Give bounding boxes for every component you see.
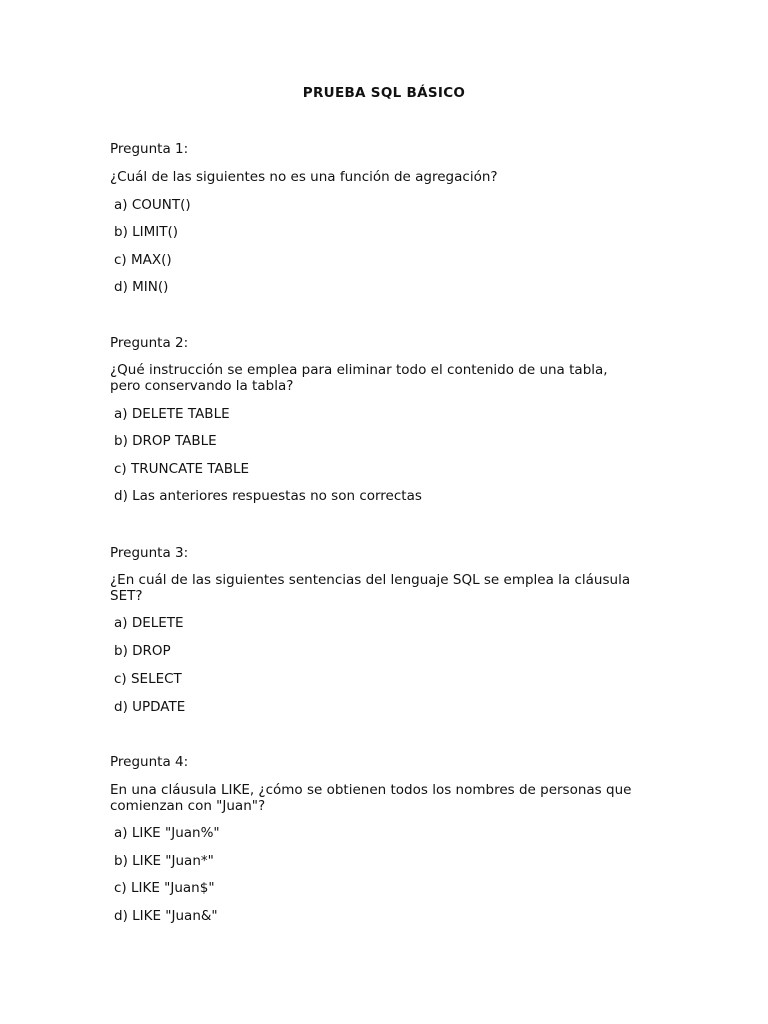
- question-4-option-c: c) LIKE "Juan$": [114, 880, 215, 896]
- question-1-option-d: d) MIN(): [114, 279, 169, 295]
- question-3-text: ¿En cuál de las siguientes sentencias del lenguaje SQL se emplea la cláusula SET?: [110, 572, 631, 604]
- question-1-option-b: b) LIMIT(): [114, 224, 179, 240]
- document-title: PRUEBA SQL BÁSICO: [302, 85, 466, 101]
- question-4-option-d: d) LIKE "Juan&": [114, 908, 218, 924]
- question-4-label: Pregunta 4:: [110, 754, 189, 770]
- question-3-option-c: c) SELECT: [114, 671, 182, 687]
- question-2-text: ¿Qué instrucción se emplea para eliminar todo el contenido de una tabla, pero conservando la tabla?: [110, 362, 608, 394]
- question-3-option-d: d) UPDATE: [114, 699, 186, 715]
- question-4-option-b: b) LIKE "Juan*": [114, 853, 214, 869]
- question-3-option-b: b) DROP: [114, 643, 171, 659]
- question-4-option-a: a) LIKE "Juan%": [114, 825, 220, 841]
- question-3-label: Pregunta 3:: [110, 545, 189, 561]
- question-2-option-d: d) Las anteriores respuestas no son correctas: [114, 488, 422, 504]
- question-3-option-a: a) DELETE: [114, 615, 184, 631]
- question-2-label: Pregunta 2:: [110, 335, 189, 351]
- question-1-option-c: c) MAX(): [114, 252, 172, 268]
- question-1-label: Pregunta 1:: [110, 141, 189, 157]
- question-1-option-a: a) COUNT(): [114, 197, 191, 213]
- question-2-option-b: b) DROP TABLE: [114, 433, 217, 449]
- question-2-option-a: a) DELETE TABLE: [114, 406, 230, 422]
- question-4-text: En una cláusula LIKE, ¿cómo se obtienen todos los nombres de personas que comienzan con "Juan"?: [110, 782, 632, 814]
- question-2-option-c: c) TRUNCATE TABLE: [114, 461, 250, 477]
- question-1-text: ¿Cuál de las siguientes no es una función de agregación?: [110, 169, 498, 185]
